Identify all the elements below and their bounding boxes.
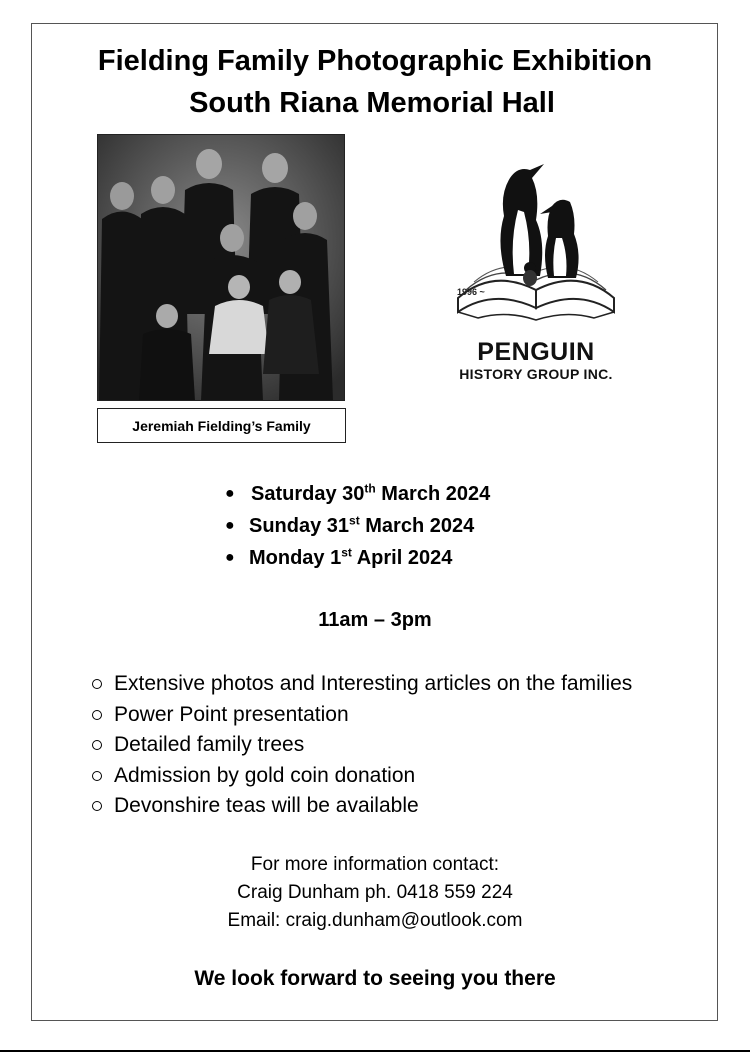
circle-bullet-icon [92,771,102,781]
date-item: ● Saturday 30th March 2024 [225,478,490,510]
event-time: 11am – 3pm [318,609,432,631]
circle-bullet-icon [92,710,102,720]
contact-phone: Craig Dunham ph. 0418 559 224 [237,882,513,903]
photo-caption: Jeremiah Fielding’s Family [97,408,346,443]
circle-bullet-icon [92,679,102,689]
date-item: ● Monday 1st April 2024 [225,542,490,574]
venue-title: South Riana Memorial Hall [189,87,555,119]
circle-bullet-icon [92,801,102,811]
bullet-icon: ● [225,517,235,534]
closing-message: We look forward to seeing you there [194,967,556,990]
logo-subtitle: HISTORY GROUP INC. [459,366,613,382]
contact-heading: For more information contact: [250,854,500,875]
list-item: Detailed family trees [90,730,632,761]
circle-bullet-icon [92,740,102,750]
logo-year: 1996 ~ [457,287,485,297]
event-dates-list [225,478,490,574]
contact-email: Email: craig.dunham@outlook.com [227,910,523,931]
list-item: Devonshire teas will be available [90,791,632,822]
bullet-icon: ● [225,485,235,502]
bullet-icon: ● [225,549,235,566]
exhibition-title: Fielding Family Photographic Exhibition [97,45,653,77]
family-portrait-photo [97,134,345,401]
date-item: ● Sunday 31st March 2024 [225,510,490,542]
list-item: Extensive photos and Interesting articles on the families [90,669,632,700]
list-item: Power Point presentation [90,700,632,731]
list-item: Admission by gold coin donation [90,761,632,792]
contact-info [0,851,750,935]
features-list [90,669,632,822]
logo-name: PENGUIN [477,338,595,366]
